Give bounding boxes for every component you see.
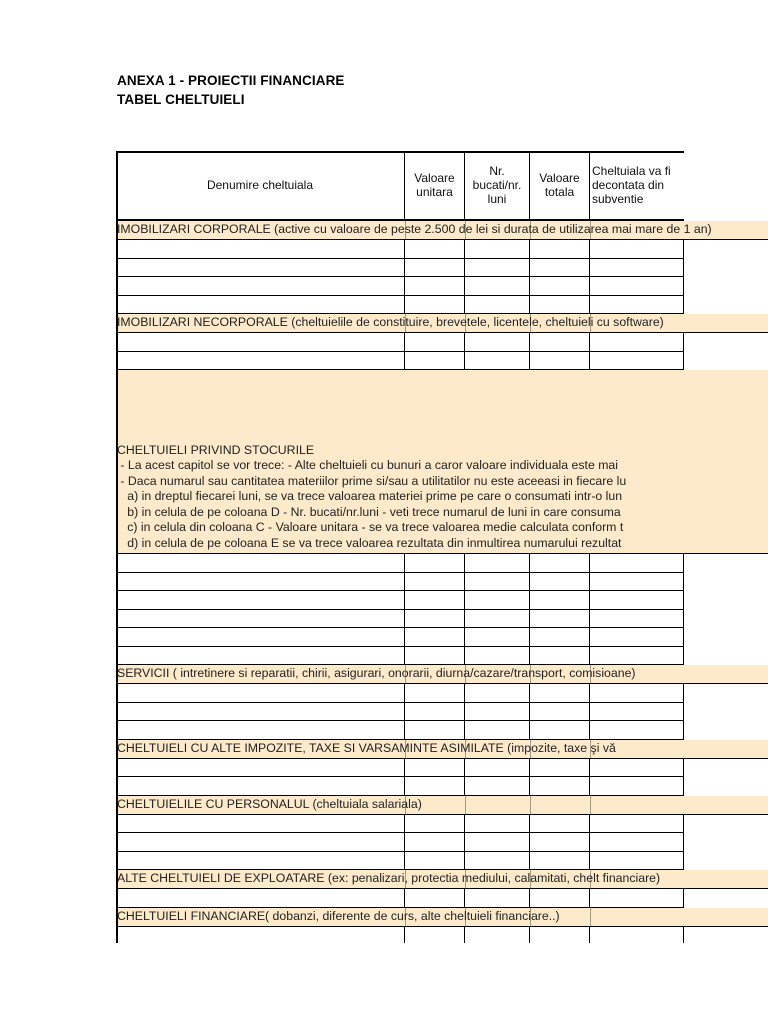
cell-quantity[interactable] [465,296,530,315]
cell-subsidy[interactable] [590,573,684,592]
cell-expense-name[interactable] [116,610,405,629]
cell-expense-name[interactable] [116,927,405,944]
table-row [116,573,768,592]
cell-quantity[interactable] [465,352,530,371]
cell-quantity[interactable] [465,759,530,778]
table-row [116,759,768,778]
cell-unit-value[interactable] [405,815,465,834]
cell-subsidy[interactable] [590,628,684,647]
cell-total-value[interactable] [530,703,590,722]
section-title: CHELTUIELI CU ALTE IMPOZITE, TAXE SI VARSAMINTE ASIMILATE (impozite, taxe şi vă [117,740,616,755]
section-row [116,870,768,889]
cell-expense-name[interactable] [116,815,405,834]
cell-total-value[interactable] [530,352,590,371]
cell-subsidy[interactable] [590,777,684,796]
header-unit-value [405,151,465,221]
cell-total-value[interactable] [530,554,590,573]
cell-unit-value[interactable] [405,833,465,852]
cell-quantity[interactable] [465,240,530,259]
cell-subsidy[interactable] [590,333,684,352]
section-note: c) in celula din coloana C - Valoare unitara - se va trece valoarea medie calculata conform t [117,520,624,534]
cell-expense-name[interactable] [116,277,405,296]
cell-total-value[interactable] [530,721,590,740]
cell-quantity[interactable] [465,833,530,852]
section-row [116,370,768,554]
cell-total-value[interactable] [530,647,590,666]
cell-total-value[interactable] [530,852,590,871]
cell-quantity[interactable] [465,554,530,573]
table-row [116,927,768,944]
table-row [116,610,768,629]
cell-unit-value[interactable] [405,573,465,592]
table-row [116,591,768,610]
section-note: d) in celula de pe coloana E se va trece valoarea rezultata din inmultirea numarului rezultat [117,535,622,550]
cell-total-value[interactable] [530,927,590,944]
cell-unit-value[interactable] [405,889,465,908]
table-row [116,889,768,908]
cell-quantity[interactable] [465,333,530,352]
cell-quantity[interactable] [465,591,530,610]
section-row [116,314,768,333]
section-title: CHELTUIELILE CU PERSONALUL (cheltuiala salariala) [117,796,422,811]
section-row [116,908,768,927]
cell-total-value[interactable] [530,628,590,647]
cell-unit-value[interactable] [405,591,465,610]
section-row [116,665,768,684]
cell-subsidy[interactable] [590,833,684,852]
cell-quantity[interactable] [465,610,530,629]
cell-subsidy[interactable] [590,889,684,908]
cell-expense-name[interactable] [116,852,405,871]
cell-quantity[interactable] [465,721,530,740]
cell-expense-name[interactable] [116,759,405,778]
cell-quantity[interactable] [465,277,530,296]
cell-subsidy[interactable] [590,721,684,740]
cell-total-value[interactable] [530,277,590,296]
section-title: SERVICII ( intretinere si reparatii, chirii, asigurari, onorarii, diurna/cazare/transport, comisioane) [117,666,636,680]
table-left-border [116,151,118,943]
cell-quantity[interactable] [465,259,530,278]
cell-unit-value[interactable] [405,703,465,722]
table-row [116,628,768,647]
cell-unit-value[interactable] [405,721,465,740]
cell-expense-name[interactable] [116,333,405,352]
table-row [116,352,768,371]
cell-subsidy[interactable] [590,610,684,629]
cell-subsidy[interactable] [590,352,684,371]
section-title: IMOBILIZARI NECORPORALE (cheltuielile de constituire, brevetele, licentele, cheltuieli cu software) [117,315,664,329]
cell-total-value[interactable] [530,591,590,610]
cell-quantity[interactable] [465,684,530,703]
cell-total-value[interactable] [530,759,590,778]
title-line-1: ANEXA 1 - PROIECTII FINANCIARE [117,73,345,88]
section-gridline [465,796,466,814]
section-text-block [117,443,626,552]
table-row [116,240,768,259]
table-row [116,647,768,666]
cell-unit-value[interactable] [405,684,465,703]
header-expense-name [116,151,405,221]
cell-subsidy[interactable] [590,759,684,778]
cell-subsidy[interactable] [590,554,684,573]
cell-expense-name[interactable] [116,259,405,278]
header-subsidy [590,151,684,221]
cell-subsidy[interactable] [590,296,684,315]
cell-unit-value[interactable] [405,927,465,944]
cell-quantity[interactable] [465,777,530,796]
cell-unit-value[interactable] [405,296,465,315]
cell-quantity[interactable] [465,889,530,908]
section-note: - Daca numarul sau cantitatea materiilor prime si/sau a utilitatilor nu este aceeasi in fiecare lu [117,473,627,488]
cell-subsidy[interactable] [590,647,684,666]
cell-total-value[interactable] [530,610,590,629]
cell-subsidy[interactable] [590,277,684,296]
header-label: Nr. bucati/nr. luni [472,164,522,206]
cell-quantity[interactable] [465,815,530,834]
header-quantity [465,151,530,221]
cell-total-value[interactable] [530,889,590,908]
section-gridline [530,796,531,814]
cell-expense-name[interactable] [116,721,405,740]
cell-subsidy[interactable] [590,259,684,278]
cell-unit-value[interactable] [405,259,465,278]
section-note: a) in dreptul fiecarei luni, se va trece valoarea materiei prime pe care o consumati intr-o lun [117,489,623,503]
cell-expense-name[interactable] [116,352,405,371]
cell-quantity[interactable] [465,647,530,666]
section-note: b) in celula de pe coloana D - Nr. bucati/nr.luni - veti trece numarul de luni in care consuma [117,504,621,519]
cell-unit-value[interactable] [405,759,465,778]
table-row [116,259,768,278]
cell-subsidy[interactable] [590,591,684,610]
cell-unit-value[interactable] [405,610,465,629]
cell-subsidy[interactable] [590,703,684,722]
table-row [116,277,768,296]
section-title: CHELTUIELI FINANCIARE( dobanzi, diferente de curs, alte cheltuieli financiare..) [117,908,560,923]
cell-quantity[interactable] [465,927,530,944]
cell-expense-name[interactable] [116,240,405,259]
cell-unit-value[interactable] [405,628,465,647]
header-label: Cheltuiala va fi decontata din subventie [592,164,671,206]
section-row [116,221,768,240]
cell-total-value[interactable] [530,240,590,259]
cell-expense-name[interactable] [116,889,405,908]
section-title: IMOBILIZARI CORPORALE (active cu valoare de peste 2.500 de lei si durata de utilizarea mai mare de 1 an) [117,222,712,236]
table-top-border [116,151,684,153]
cell-unit-value[interactable] [405,352,465,371]
header-total-value [530,151,590,221]
header-label: Denumire cheltuiala [206,178,314,192]
section-title: CHELTUIELI PRIVIND STOCURILE [117,442,315,457]
document-title [117,71,345,109]
header-row [116,151,768,221]
cell-expense-name[interactable] [116,647,405,666]
cell-subsidy[interactable] [590,927,684,944]
section-note: - La acest capitol se vor trece: - Alte cheltuieli cu bunuri a caror valoare individuala este mai [117,458,619,472]
table-row [116,833,768,852]
cell-unit-value[interactable] [405,777,465,796]
cell-unit-value[interactable] [405,333,465,352]
cell-subsidy[interactable] [590,815,684,834]
cell-total-value[interactable] [530,296,590,315]
table-row [116,815,768,834]
cell-total-value[interactable] [530,333,590,352]
table-row [116,333,768,352]
cell-expense-name[interactable] [116,628,405,647]
cell-expense-name[interactable] [116,296,405,315]
title-line-2: TABEL CHELTUIELI [117,92,245,107]
table-row [116,684,768,703]
table-row [116,703,768,722]
cell-expense-name[interactable] [116,833,405,852]
cell-quantity[interactable] [465,573,530,592]
cell-subsidy[interactable] [590,684,684,703]
cell-unit-value[interactable] [405,852,465,871]
table-row [116,721,768,740]
cell-quantity[interactable] [465,703,530,722]
cell-unit-value[interactable] [405,240,465,259]
cell-expense-name[interactable] [116,573,405,592]
table-row [116,777,768,796]
table-row [116,852,768,871]
header-label: Valoare totala [539,171,580,199]
cell-subsidy[interactable] [590,852,684,871]
section-row [116,796,768,815]
cell-unit-value[interactable] [405,277,465,296]
cell-unit-value[interactable] [405,554,465,573]
cell-expense-name[interactable] [116,703,405,722]
section-gridline [590,796,591,814]
cell-total-value[interactable] [530,777,590,796]
cell-total-value[interactable] [530,684,590,703]
section-row [116,740,768,759]
cell-total-value[interactable] [530,259,590,278]
cell-unit-value[interactable] [405,647,465,666]
section-gridline [590,908,591,926]
cell-total-value[interactable] [530,833,590,852]
cell-expense-name[interactable] [116,591,405,610]
expenses-table [116,151,768,943]
section-title: ALTE CHELTUIELI DE EXPLOATARE (ex: penalizari, protectia mediului, calamitati, chelt financiare) [117,871,661,885]
cell-expense-name[interactable] [116,777,405,796]
cell-quantity[interactable] [465,852,530,871]
header-label: Valoare unitara [414,171,455,199]
cell-expense-name[interactable] [116,554,405,573]
table-row [116,554,768,573]
cell-quantity[interactable] [465,628,530,647]
cell-total-value[interactable] [530,573,590,592]
cell-expense-name[interactable] [116,684,405,703]
cell-subsidy[interactable] [590,240,684,259]
cell-total-value[interactable] [530,815,590,834]
table-row [116,296,768,315]
